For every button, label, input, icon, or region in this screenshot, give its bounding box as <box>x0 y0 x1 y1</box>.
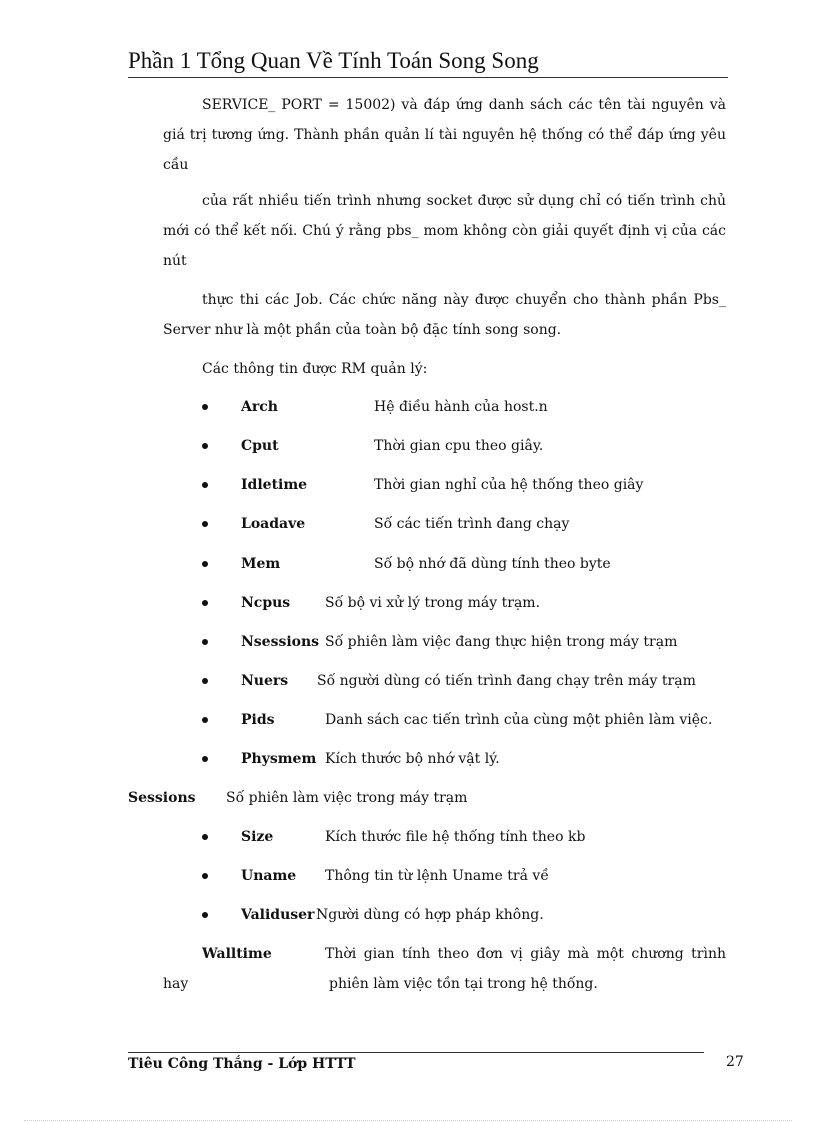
term-arch: Arch <box>241 399 278 415</box>
page-edge-divider <box>24 1120 792 1121</box>
bullet-icon <box>202 404 208 410</box>
page-header-title: Phần 1 Tổng Quan Về Tính Toán Song Song <box>128 48 539 73</box>
paragraph-2: của rất nhiều tiến trình nhưng socket được sử dụng chỉ có tiến trình chủ mới có thể kết nối. Chú ý rằng pbs_ mom không còn giải quyết định vị của các nút <box>163 193 726 269</box>
footer-rule <box>128 1052 704 1053</box>
term-size: Size <box>241 829 274 845</box>
desc-loadave: Số các tiến trình đang chạy <box>374 516 570 532</box>
term-nsessions: Nsessions <box>241 634 320 650</box>
desc-nuers: Số người dùng có tiến trình đang chạy trên máy trạm <box>317 673 696 689</box>
desc-pids: Danh sách cac tiến trình của cùng một phiên làm việc. <box>325 712 713 728</box>
paragraph-3: thực thi các Job. Các chức năng này được chuyển cho thành phần Pbs_ Server như là một phần của toàn bộ đặc tính song song. <box>163 292 726 338</box>
bullet-icon <box>202 912 208 918</box>
header-rule <box>128 77 728 78</box>
desc-mem: Số bộ nhớ đã dùng tính theo byte <box>374 556 611 572</box>
term-loadave: Loadave <box>241 516 306 532</box>
bullet-icon <box>202 873 208 879</box>
desc-physmem: Kích thước bộ nhớ vật lý. <box>325 751 500 767</box>
bullet-icon <box>202 561 208 567</box>
bullet-icon <box>202 482 208 488</box>
paragraph-1: SERVICE_ PORT = 15002) và đáp ứng danh sách các tên tài nguyên và giá trị tương ứng. Thành phần quản lí tài nguyên hệ thống có thể đáp ứng yêu cầu <box>163 97 726 173</box>
intro-text: Các thông tin được RM quản lý: <box>202 361 428 377</box>
footer-author: Tiêu Công Thắng - Lớp HTTT <box>128 1056 356 1072</box>
desc-validuser: Người dùng có hợp pháp không. <box>316 907 544 923</box>
term-walltime: Walltime <box>202 946 272 962</box>
term-pids: Pids <box>241 712 275 728</box>
desc-idletime: Thời gian nghỉ của hệ thống theo giây <box>374 477 644 493</box>
bullet-icon <box>202 521 208 527</box>
bullet-icon <box>202 443 208 449</box>
term-nuers: Nuers <box>241 673 289 689</box>
term-idletime: Idletime <box>241 477 308 493</box>
bullet-icon <box>202 756 208 762</box>
term-uname: Uname <box>241 868 297 884</box>
bullet-icon <box>202 639 208 645</box>
desc-size: Kích thước file hệ thống tính theo kb <box>325 829 586 845</box>
term-sessions: Sessions <box>128 790 196 806</box>
term-validuser: Validuser <box>241 907 315 923</box>
desc-nsessions: Số phiên làm việc đang thực hiện trong máy trạm <box>325 634 678 650</box>
desc-walltime-line1: Thời gian tính theo đơn vị giây mà một chương trình <box>325 946 726 962</box>
term-ncpus: Ncpus <box>241 595 291 611</box>
desc-cput: Thời gian cpu theo giây. <box>374 438 544 454</box>
term-mem: Mem <box>241 556 281 572</box>
bullet-icon <box>202 678 208 684</box>
page-number: 27 <box>726 1054 744 1070</box>
term-cput: Cput <box>241 438 279 454</box>
bullet-icon <box>202 834 208 840</box>
walltime-hay: hay <box>163 976 189 992</box>
desc-walltime-line2: phiên làm việc tồn tại trong hệ thống. <box>329 976 598 992</box>
bullet-icon <box>202 717 208 723</box>
term-physmem: Physmem <box>241 751 317 767</box>
desc-ncpus: Số bộ vi xử lý trong máy trạm. <box>325 595 541 611</box>
desc-uname: Thông tin từ lệnh Uname trả về <box>325 868 549 884</box>
bullet-icon <box>202 600 208 606</box>
desc-arch: Hệ điều hành của host.n <box>374 399 548 415</box>
desc-sessions: Số phiên làm việc trong máy trạm <box>226 790 468 806</box>
